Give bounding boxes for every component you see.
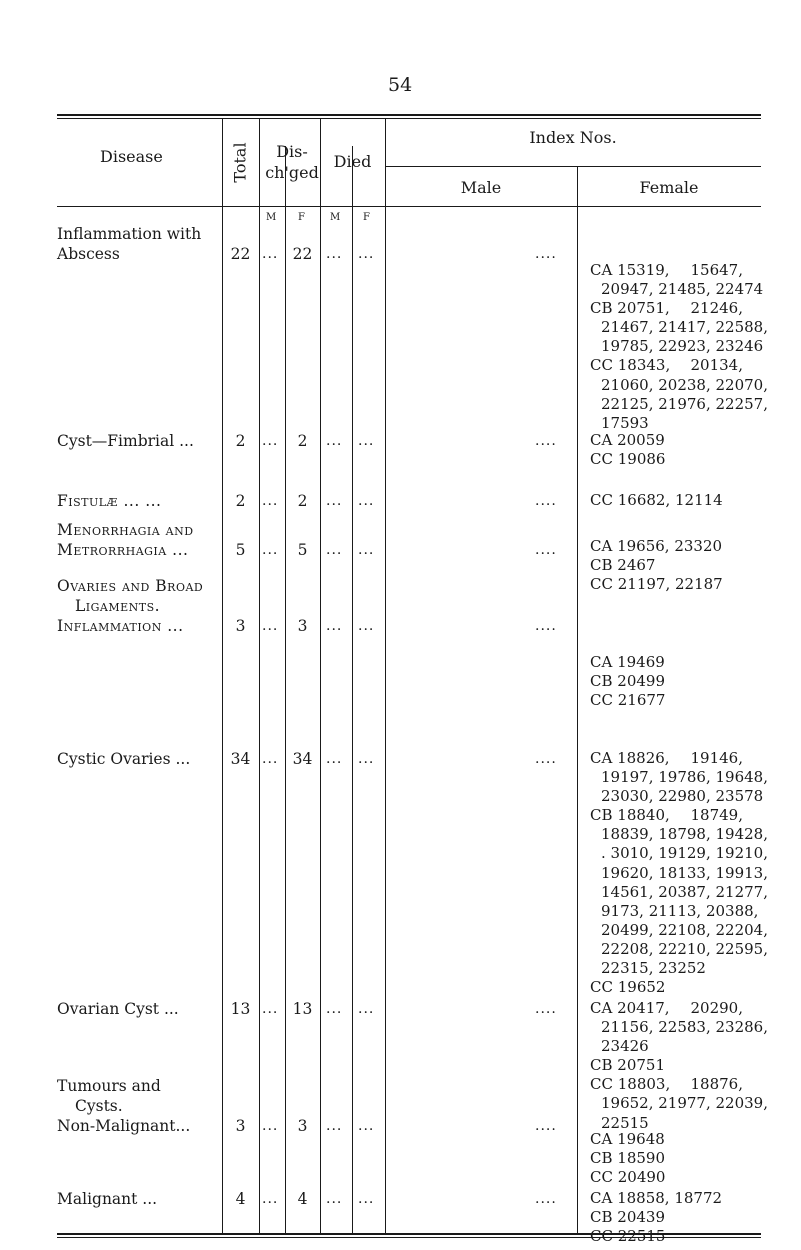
index-label: CC [590,575,613,594]
died-m-cell: ... [326,618,343,634]
index-number: 19785, 22923, 23246 [601,337,764,356]
header-total: Total [230,142,250,183]
index-label: CA [590,537,613,555]
discharged-m-cell: ... [262,493,279,509]
index-number: . 3010, 19129, 19210, [601,844,768,863]
col-rule-died-mf [352,146,353,1233]
female-index-line [590,318,768,337]
index-label: CA [590,653,613,671]
index-label: CB [590,299,613,318]
index-number: 20751 [617,1056,665,1075]
female-index-line [590,901,759,921]
female-index-line [590,431,743,450]
female-index-line [590,920,768,940]
female-index-line [590,825,768,844]
index-label: CC [590,450,613,469]
index-number: 18876, [690,1075,743,1094]
index-label: CA [590,431,613,449]
index-label: CC [590,1168,613,1187]
discharged-m-cell: ... [262,1001,279,1017]
female-index-line [590,882,768,902]
index-label: CC [590,491,613,509]
total-cell: 2 [235,492,246,510]
female-index-line [590,375,768,395]
female-index-list [590,537,743,594]
female-index-line [590,356,743,375]
female-index-line [590,863,768,883]
disease-label: Cysts. [75,1097,123,1115]
female-index-line [590,672,743,691]
discharged-m-label: M [266,212,277,223]
index-head [590,356,670,375]
index-label: CB [590,1149,613,1168]
female-index-line [590,787,764,806]
female-index-list [590,653,743,710]
female-index-line [590,337,764,356]
index-number: 21197, 22187 [617,575,723,594]
male-cell: .... [535,618,557,634]
col-rule-discharged [259,118,260,1233]
index-number: 20134, [690,356,743,375]
index-number: 19620, 18133, 19913, [601,863,768,882]
died-f-label: F [363,212,370,223]
index-head [590,261,670,280]
female-index-line [590,261,743,280]
index-number: 23030, 22980, 23578 [601,787,764,806]
discharged-m-cell: ... [262,1118,279,1134]
index-label: CC [590,978,613,997]
index-number: 18343, [617,356,671,375]
index-number: 22515 [601,1113,649,1132]
male-cell: .... [535,1191,557,1207]
index-number: 2467 [617,556,656,575]
female-index-line [590,653,743,672]
discharged-m-cell: ... [262,1191,279,1207]
female-index-line [590,537,743,556]
discharged-f-cell: 13 [292,1000,313,1018]
disease-label: Abscess [57,245,120,263]
index-number: 21156, 22583, 23286, [601,1018,768,1037]
index-number: 19648 [617,1130,665,1148]
died-f-cell: ... [358,1191,375,1207]
index-label: CA [590,1189,613,1207]
female-index-line [590,959,743,978]
total-cell: 3 [235,1117,246,1135]
disease-label: Cyst—Fimbrial ... [57,432,194,450]
index-label: CB [590,806,613,825]
female-index-line [590,978,743,997]
index-label: CB [590,1056,613,1075]
index-number: 15319, [617,261,670,279]
index-label: CB [590,556,613,575]
index-head [590,1075,670,1094]
female-index-list [590,999,768,1133]
discharged-m-cell: ... [262,433,279,449]
female-index-list [590,261,768,433]
female-index-line [590,999,743,1018]
male-cell: .... [535,751,557,767]
died-m-cell: ... [326,542,343,558]
index-number: 18749, [690,806,743,825]
index-number: 18840, [617,806,670,825]
index-number: 17593 [601,413,649,432]
female-index-line [590,280,764,299]
index-number: 20499 [617,672,665,691]
total-cell: 2 [235,432,246,450]
female-index-list [590,749,768,997]
female-index-list [590,491,743,510]
index-label: CB [590,672,613,691]
disease-label: Ovarian Cyst ... [57,1000,179,1018]
female-index-list [590,1189,743,1246]
male-cell: .... [535,246,557,262]
female-index-line [590,556,743,575]
index-number: 20947, 21485, 22474 [601,280,764,299]
discharged-f-cell: 34 [292,750,313,768]
index-label: CC [590,356,613,375]
disease-label: Ligaments. [75,597,161,615]
female-index-line [590,806,743,825]
died-m-cell: ... [326,1118,343,1134]
index-label: CC [590,691,613,710]
index-number: 18858, 18772 [617,1189,723,1207]
index-number: 18826, [617,749,670,767]
discharged-m-cell: ... [262,618,279,634]
index-number: 20499, 22108, 22204, [601,920,768,939]
index-number: 19652, 21977, 22039, [601,1094,768,1113]
female-index-line [590,1018,768,1037]
male-cell: .... [535,1118,557,1134]
female-index-line [590,1037,743,1056]
index-number: 18839, 18798, 19428, [601,825,768,844]
index-label: CA [590,261,613,279]
total-cell: 4 [235,1190,246,1208]
index-number: 16682, 12114 [617,491,723,509]
index-label: CC [590,1075,613,1094]
disease-label: Fistulæ ... ... [57,492,162,510]
female-index-line [590,1149,743,1168]
total-cell: 5 [235,541,246,559]
index-number: 15647, [690,261,743,279]
col-rule-died [320,118,321,1233]
header-rule [57,206,761,207]
col-rule-total [222,118,223,1233]
index-number: 18590 [617,1149,665,1168]
died-m-cell: ... [326,1191,343,1207]
index-number: 20417, [617,999,670,1017]
index-number: 22208, 22210, 22595, [601,939,768,958]
index-head [590,299,670,318]
header-disease: Disease [100,147,163,166]
disease-label: Cystic Ovaries ... [57,750,191,768]
female-index-line [590,1168,743,1187]
index-number: 19146, [690,749,743,767]
col-rule-index [385,118,386,1233]
female-index-line [590,1075,743,1094]
total-cell: 13 [230,1000,251,1018]
female-index-line [590,1094,768,1113]
index-number: 20059 [617,431,665,449]
died-m-cell: ... [326,433,343,449]
female-index-line [590,939,768,959]
died-m-cell: ... [326,751,343,767]
index-label: CA [590,1130,613,1148]
female-index-line [590,749,743,768]
header-discharged: Dis- ch'ged [265,142,319,182]
index-number: 19086 [617,450,666,469]
header-died: Died [333,152,372,171]
female-index-line [590,768,768,787]
disease-label: Inflammation ... [57,617,184,635]
male-cell: .... [535,433,557,449]
index-number: 18803, [617,1075,671,1094]
page-number: 54 [388,74,413,96]
index-number: 21246, [690,299,743,318]
index-number: 14561, 20387, 21277, [601,882,768,901]
index-head [590,806,670,825]
female-index-line [590,1056,743,1075]
female-index-line [590,450,743,469]
disease-label: Metrorrhagia ... [57,541,189,559]
index-sub-rule [385,166,761,167]
disease-label: Ovaries and Broad [57,577,204,595]
female-index-line [590,1130,743,1149]
disease-label: Tumours and [57,1077,161,1095]
female-index-line [590,491,743,510]
male-cell: .... [535,1001,557,1017]
died-f-cell: ... [358,1001,375,1017]
col-rule-male-female [577,166,578,1233]
male-cell: .... [535,493,557,509]
index-label: CA [590,749,613,767]
discharged-f-cell: 3 [297,617,308,635]
died-f-cell: ... [358,246,375,262]
female-index-line [590,844,768,863]
index-number: 19652 [617,978,666,997]
index-head [590,999,670,1018]
index-number: 19197, 19786, 19648, [601,768,768,787]
died-m-cell: ... [326,1001,343,1017]
index-number: 19469 [617,653,665,671]
died-f-cell: ... [358,493,375,509]
index-label: CB [590,1208,613,1227]
index-number: 21060, 20238, 22070, [601,375,768,394]
index-number: 22315, 23252 [601,959,706,978]
female-index-line [590,575,743,594]
index-number: 9173, 21113, 20388, [601,901,759,920]
index-label: CC [590,1227,613,1246]
discharged-m-cell: ... [262,542,279,558]
died-f-cell: ... [358,1118,375,1134]
total-cell: 34 [230,750,251,768]
index-number: 23426 [601,1037,649,1056]
index-head [590,749,670,768]
died-m-label: M [330,212,341,223]
index-number: 21677 [617,691,666,710]
discharged-f-cell: 4 [297,1190,308,1208]
male-cell: .... [535,542,557,558]
died-f-cell: ... [358,618,375,634]
female-index-line [590,1208,743,1227]
female-index-line [590,1189,743,1208]
discharged-f-cell: 5 [297,541,308,559]
discharged-f-label: F [298,212,305,223]
index-label: CA [590,999,613,1017]
header-female: Female [639,178,699,197]
disease-label: Malignant ... [57,1190,158,1208]
top-rule-thin [57,118,761,119]
index-number: 20751, [617,299,670,318]
female-index-list [590,431,743,469]
disease-label: Menorrhagia and [57,521,194,539]
discharged-m-cell: ... [262,751,279,767]
died-f-cell: ... [358,433,375,449]
died-m-cell: ... [326,246,343,262]
index-number: 22125, 21976, 22257, [601,394,768,413]
discharged-f-cell: 2 [297,492,308,510]
index-number: 22515 [617,1227,666,1246]
total-cell: 22 [230,245,251,263]
female-index-line [590,691,743,710]
discharged-f-cell: 22 [292,245,313,263]
discharged-f-cell: 3 [297,1117,308,1135]
female-index-list [590,1130,743,1187]
female-index-line [590,414,743,433]
discharged-m-cell: ... [262,246,279,262]
index-number: 20439 [617,1208,665,1227]
col-rule-discharged-mf [285,146,286,1233]
index-number: 20490 [617,1168,666,1187]
index-number: 19656, 23320 [617,537,723,555]
total-cell: 3 [235,617,246,635]
female-index-line [590,1227,743,1246]
died-f-cell: ... [358,751,375,767]
index-number: 21467, 21417, 22588, [601,318,768,337]
top-rule [57,114,761,116]
header-index-nos: Index Nos. [529,128,617,147]
discharged-f-cell: 2 [297,432,308,450]
female-index-line [590,299,743,318]
died-m-cell: ... [326,493,343,509]
female-index-line [590,394,768,414]
disease-label: Non-Malignant... [57,1117,191,1135]
index-number: 20290, [690,999,743,1017]
disease-label: Inflammation with [57,225,202,243]
header-male: Male [460,178,502,197]
died-f-cell: ... [358,542,375,558]
